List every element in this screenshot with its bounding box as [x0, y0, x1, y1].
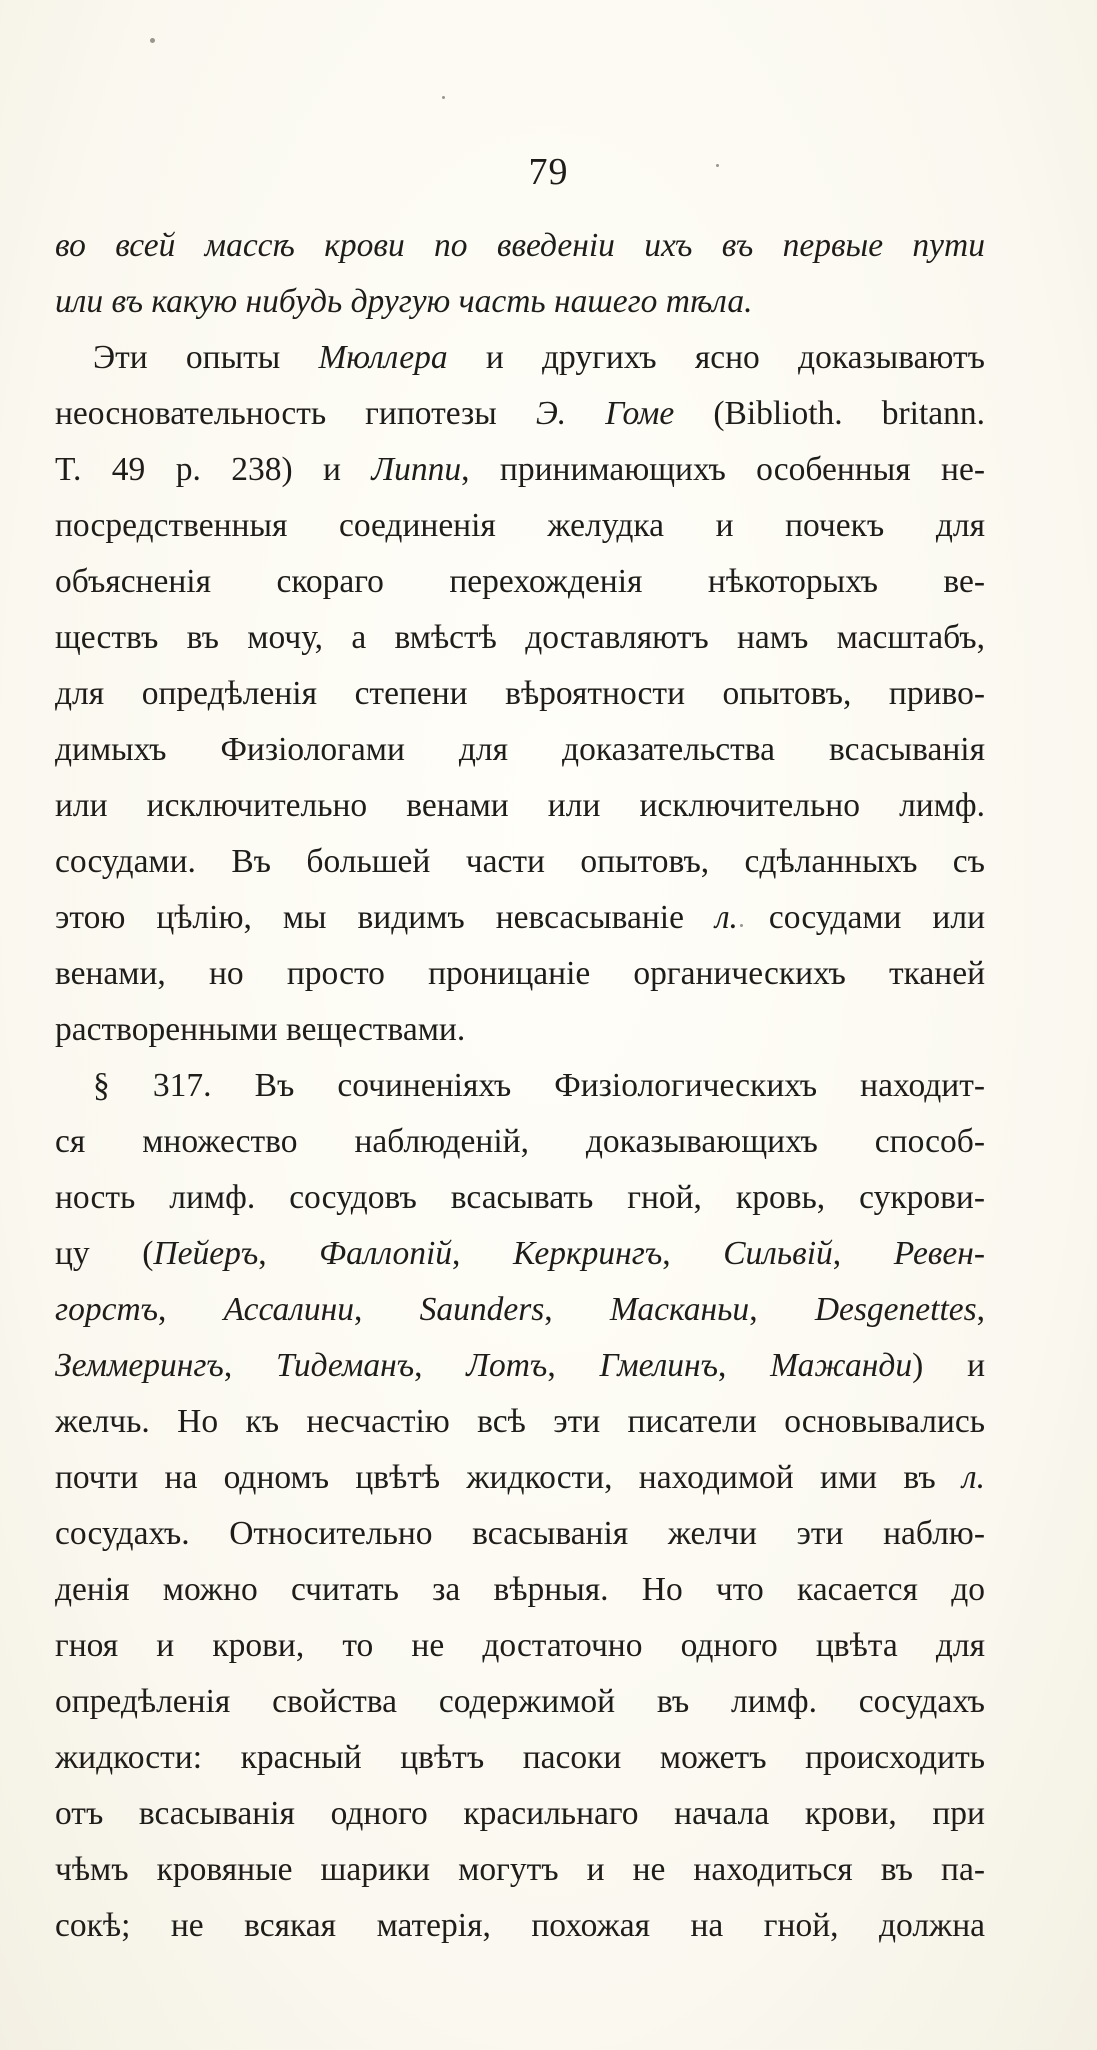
text-line	[55, 1618, 985, 1674]
italic-text: Ассалини	[223, 1291, 354, 1328]
italic-text: Лотъ	[466, 1347, 548, 1384]
italic-text: л.	[714, 899, 738, 936]
text-segment: объясненія скораго перехожденія нѣкоторыхъ ве-	[55, 563, 985, 600]
text-segment: (Biblioth. britann.	[674, 395, 986, 432]
text-segment: отъ всасыванія одного красильнаго начала крови, при	[55, 1795, 985, 1832]
text-segment: жидкости: красный цвѣтъ пасоки можетъ происходить	[55, 1739, 985, 1776]
text-segment: гноя и крови, то не достаточно одного цвѣта для	[55, 1627, 985, 1664]
text-segment: этою цѣлію, мы видимъ невсасываніе	[55, 899, 715, 936]
text-line	[55, 722, 985, 778]
italic-text: Пейеръ	[153, 1235, 259, 1272]
text-line	[55, 834, 985, 890]
text-segment: сосудахъ. Относительно всасыванія желчи эти наблю-	[55, 1515, 985, 1552]
text-line	[55, 946, 985, 1002]
text-segment: ,	[158, 1291, 224, 1328]
italic-text: Гмелинъ	[599, 1347, 718, 1384]
italic-text: Керкрингъ	[512, 1235, 663, 1272]
text-segment: сокѣ; не всякая матерія, похожая на гной, должна	[55, 1907, 985, 1944]
text-segment: ществъ въ мочу, а вмѣстѣ доставляютъ намъ масштабъ,	[55, 619, 985, 656]
text-segment: ) и	[912, 1347, 986, 1384]
italic-text: горстъ	[55, 1291, 159, 1328]
text-segment: и другихъ ясно доказываютъ	[447, 339, 985, 376]
text-segment: ,	[717, 1347, 771, 1384]
text-segment: ,	[832, 1235, 894, 1272]
italic-text: Мажанди	[770, 1347, 913, 1384]
text-segment: ,	[258, 1235, 320, 1272]
text-segment: чѣмъ кровяные шарики могутъ и не находиться въ па-	[55, 1851, 985, 1888]
italic-text: Saunders	[419, 1291, 545, 1328]
text-line	[55, 498, 985, 554]
text-line	[55, 1562, 985, 1618]
italic-text: Масканьи	[609, 1291, 750, 1328]
body-text	[55, 218, 985, 1954]
text-line	[55, 274, 985, 330]
italic-text: или въ какую нибудь другую часть нашего тѣла.	[55, 283, 753, 320]
text-line	[55, 666, 985, 722]
text-line	[55, 386, 985, 442]
italic-text: Сильвій	[723, 1235, 833, 1272]
italic-text: Мюллера	[318, 339, 448, 376]
text-segment: венами, но просто проницаніе органическихъ тканей	[55, 955, 985, 992]
text-segment: , принимающихъ особенныя не-	[461, 451, 986, 488]
text-segment: ,	[452, 1235, 513, 1272]
text-segment: ,	[223, 1347, 276, 1384]
text-segment: желчь. Но къ несчастію всѣ эти писатели основывались	[55, 1403, 985, 1440]
text-segment: сосудами. Въ большей части опытовъ, сдѣланныхъ съ	[55, 843, 985, 880]
text-segment: ,	[662, 1235, 724, 1272]
text-line	[55, 1842, 985, 1898]
italic-text: во всей массѣ крови по введеніи ихъ въ первые пути	[55, 227, 985, 264]
text-segment: T. 49 p. 238) и	[55, 451, 372, 488]
text-line	[55, 442, 985, 498]
text-segment: сосудами или	[737, 899, 985, 936]
text-line	[55, 1898, 985, 1954]
italic-text: л.	[962, 1459, 985, 1496]
text-line	[55, 1170, 985, 1226]
text-segment: ность лимф. сосудовъ всасывать гной, кровь, сукрови-	[55, 1179, 985, 1216]
text-line	[55, 1282, 985, 1338]
text-segment: опредѣленія свойства содержимой въ лимф. сосудахъ	[55, 1683, 985, 1720]
text-line	[55, 1338, 985, 1394]
text-segment: ,	[547, 1347, 600, 1384]
text-segment: посредственныя соединенія желудка и почекъ для	[55, 507, 985, 544]
text-segment: Эти опыты	[93, 339, 319, 376]
italic-text: Э. Гоме	[535, 395, 675, 432]
page-number: 79	[528, 151, 569, 193]
italic-text: Desgenettes	[814, 1291, 977, 1328]
text-line	[55, 1450, 985, 1506]
text-segment: растворенными веществами.	[55, 1011, 466, 1048]
italic-text: Липпи	[371, 451, 462, 488]
text-line	[55, 330, 985, 386]
text-line	[55, 610, 985, 666]
text-line	[55, 1506, 985, 1562]
text-line	[55, 1674, 985, 1730]
text-segment: или исключительно венами или исключительно лимф.	[55, 787, 985, 824]
italic-text: Земмерингъ	[55, 1347, 224, 1384]
text-segment: ,	[353, 1291, 420, 1328]
italic-text: Ревен-	[893, 1235, 985, 1272]
text-line	[55, 1226, 985, 1282]
text-segment: денія можно считать за вѣрныя. Но что касается до	[55, 1571, 985, 1608]
text-segment: неосновательность гипотезы	[55, 395, 536, 432]
text-line	[55, 218, 985, 274]
paper-speck	[442, 96, 445, 99]
text-segment: цу (	[55, 1235, 154, 1272]
italic-text: Фаллопій	[319, 1235, 453, 1272]
text-segment: ,	[414, 1347, 467, 1384]
text-segment: почти на одномъ цвѣтѣ жидкости, находимой ими въ	[55, 1459, 963, 1496]
text-line	[55, 1114, 985, 1170]
text-segment: для опредѣленія степени вѣроятности опытовъ, приво-	[55, 675, 985, 712]
text-segment: димыхъ Физіологами для доказательства всасыванія	[55, 731, 985, 768]
italic-text: Тидеманъ	[276, 1347, 415, 1384]
text-line	[55, 554, 985, 610]
text-segment: § 317. Въ сочиненіяхъ Физіологическихъ находит-	[93, 1067, 985, 1104]
text-line	[55, 1730, 985, 1786]
text-segment: ,	[749, 1291, 815, 1328]
text-segment: ,	[976, 1291, 986, 1328]
text-segment: ся множество наблюденій, доказывающихъ способ-	[55, 1123, 985, 1160]
text-segment: ,	[544, 1291, 610, 1328]
text-line	[55, 890, 985, 946]
text-line	[55, 1002, 985, 1058]
paper-speck	[150, 38, 155, 43]
text-line	[55, 1394, 985, 1450]
text-line	[55, 1786, 985, 1842]
text-line	[55, 778, 985, 834]
text-line	[55, 1058, 985, 1114]
